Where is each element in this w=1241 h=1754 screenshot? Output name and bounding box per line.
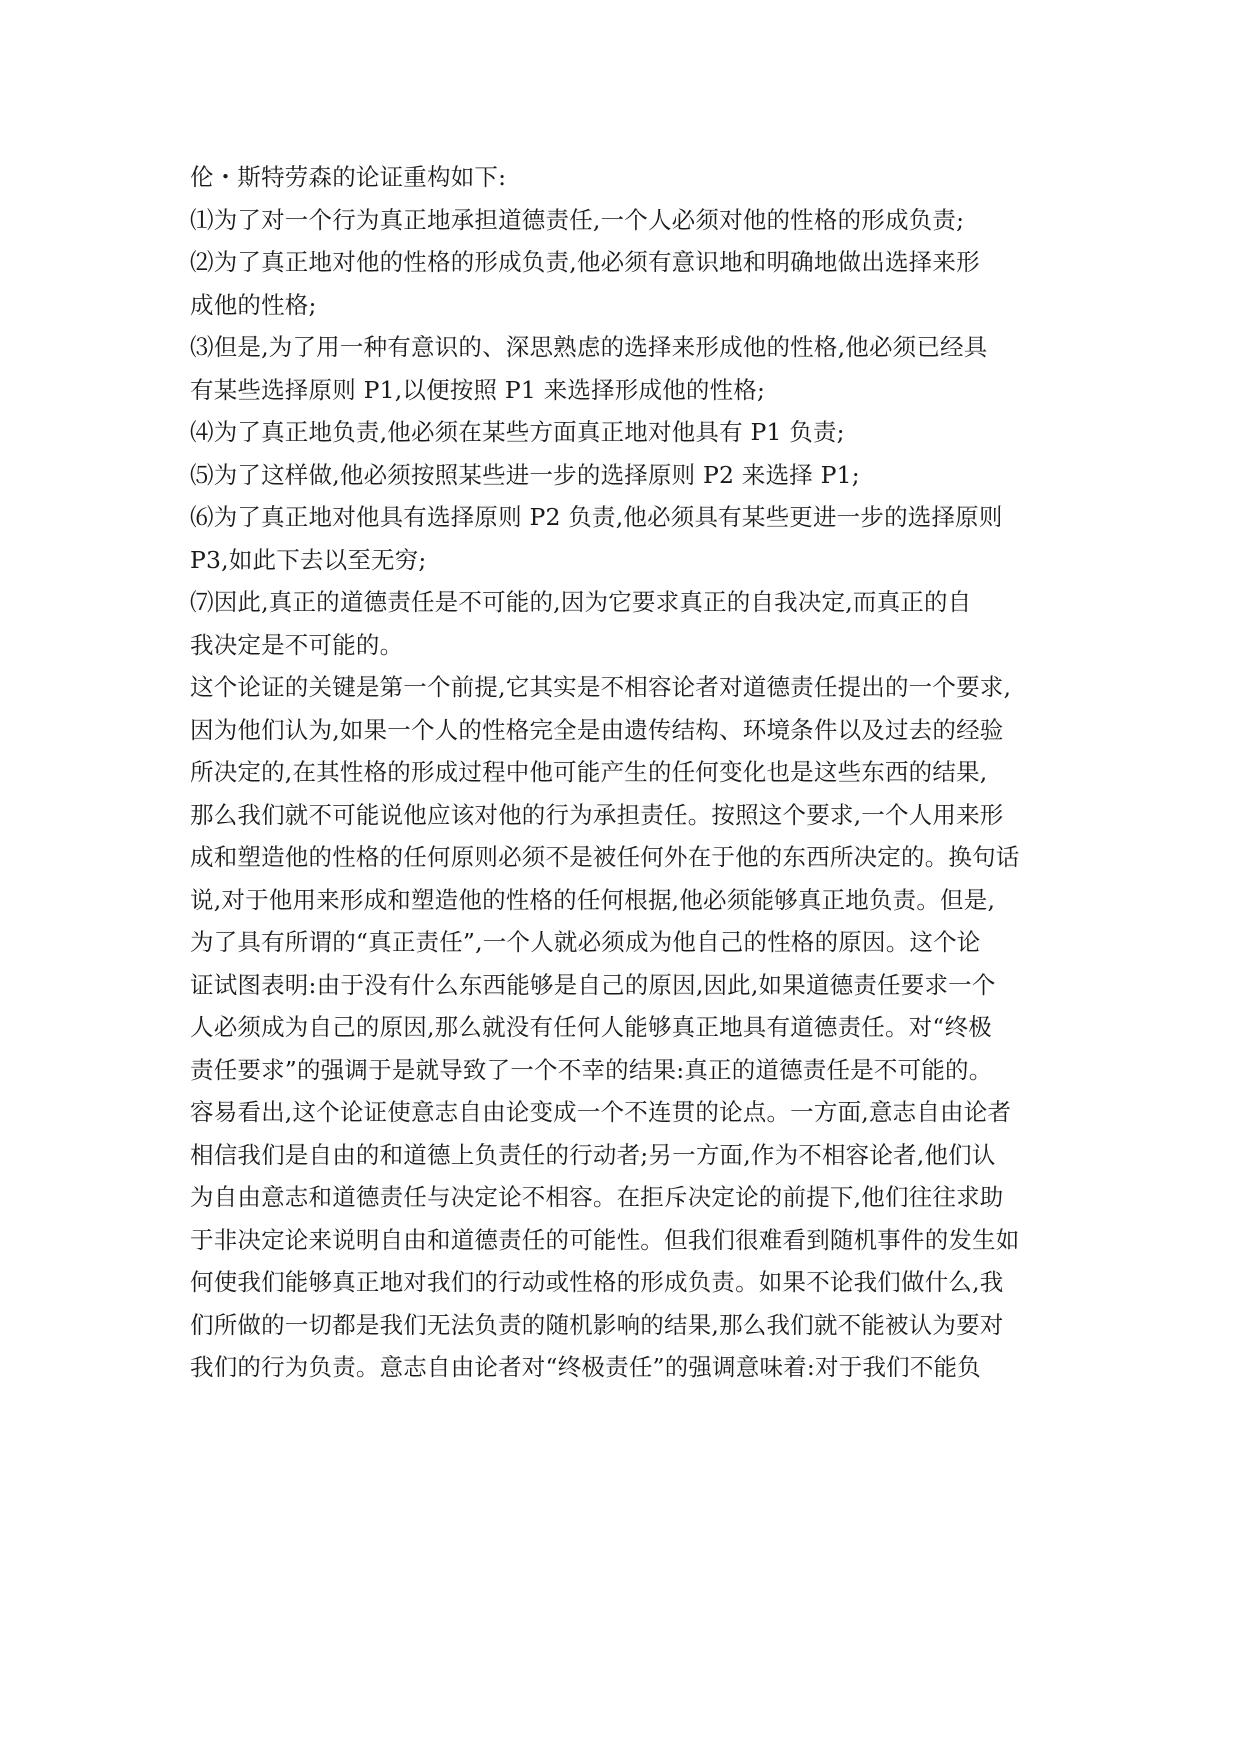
text-line: 那么我们就不可能说他应该对他的行为承担责任。按照这个要求,一个人用来形 <box>190 800 1004 829</box>
text-line: 为了具有所谓的“真正责任”,一个人就必须成为他自己的性格的原因。这个论 <box>190 928 981 956</box>
text-line: 因为他们认为,如果一个人的性格完全是由遗传结构、环境条件以及过去的经验 <box>190 715 1004 744</box>
text-line: 于非决定论来说明自由和道德责任的可能性。但我们很难看到随机事件的发生如 <box>190 1225 1020 1254</box>
text-line: 成他的性格; <box>190 290 317 319</box>
body-text <box>190 156 1060 1389</box>
text-line: 所决定的,在其性格的形成过程中他可能产生的任何变化也是这些东西的结果, <box>190 758 988 786</box>
text-line: P3,如此下去以至无穷; <box>190 545 427 574</box>
text-line: 成和塑造他的性格的任何原则必须不是被任何外在于他的东西所决定的。换句话 <box>190 843 1020 871</box>
text-line: 责任要求”的强调于是就导致了一个不幸的结果:真正的道德责任是不可能的。 <box>190 1055 993 1084</box>
text-line: ⑴为了对一个行为真正地承担道德责任,一个人必须对他的性格的形成负责; <box>190 205 965 234</box>
text-line: 说,对于他用来形成和塑造他的性格的任何根据,他必须能够真正地负责。但是, <box>190 885 996 914</box>
text-line: 证试图表明:由于没有什么东西能够是自己的原因,因此,如果道德责任要求一个 <box>190 970 996 999</box>
text-line: 我决定是不可能的。 <box>190 630 404 659</box>
text-line: ⑷为了真正地负责,他必须在某些方面真正地对他具有 P1 负责; <box>190 418 845 446</box>
text-line: ⑵为了真正地对他的性格的形成负责,他必须有意识地和明确地做出选择来形 <box>190 248 980 276</box>
text-line: 相信我们是自由的和道德上负责任的行动者;另一方面,作为不相容论者,他们认 <box>190 1140 996 1169</box>
text-line: 们所做的一切都是我们无法负责的随机影响的结果,那么我们就不能被认为要对 <box>190 1310 1004 1339</box>
text-line: 人必须成为自己的原因,那么就没有任何人能够真正地具有道德责任。对“终极 <box>190 1013 992 1041</box>
text-line: ⑺因此,真正的道德责任是不可能的,因为它要求真正的自我决定,而真正的自 <box>190 588 972 616</box>
text-line: 有某些选择原则 P1,以便按照 P1 来选择形成他的性格; <box>190 375 766 404</box>
text-line: 伦・斯特劳森的论证重构如下: <box>190 163 507 191</box>
text-line: ⑹为了真正地对他具有选择原则 P2 负责,他必须具有某些更进一步的选择原则 <box>190 503 1003 531</box>
text-line: 这个论证的关键是第一个前提,它其实是不相容论者对道德责任提出的一个要求, <box>190 673 1012 701</box>
text-line: 我们的行为负责。意志自由论者对“终极责任”的强调意味着:对于我们不能负 <box>190 1353 981 1381</box>
text-line: ⑸为了这样做,他必须按照某些进一步的选择原则 P2 来选择 P1; <box>190 460 860 489</box>
text-line: 容易看出,这个论证使意志自由论变成一个不连贯的论点。一方面,意志自由论者 <box>190 1098 1012 1126</box>
text-line: 何使我们能够真正地对我们的行动或性格的形成负责。如果不论我们做什么,我 <box>190 1268 1004 1296</box>
text-line: 为自由意志和道德责任与决定论不相容。在拒斥决定论的前提下,他们往往求助 <box>190 1183 1004 1211</box>
text-line: ⑶但是,为了用一种有意识的、深思熟虑的选择来形成他的性格,他必须已经具 <box>190 333 988 361</box>
